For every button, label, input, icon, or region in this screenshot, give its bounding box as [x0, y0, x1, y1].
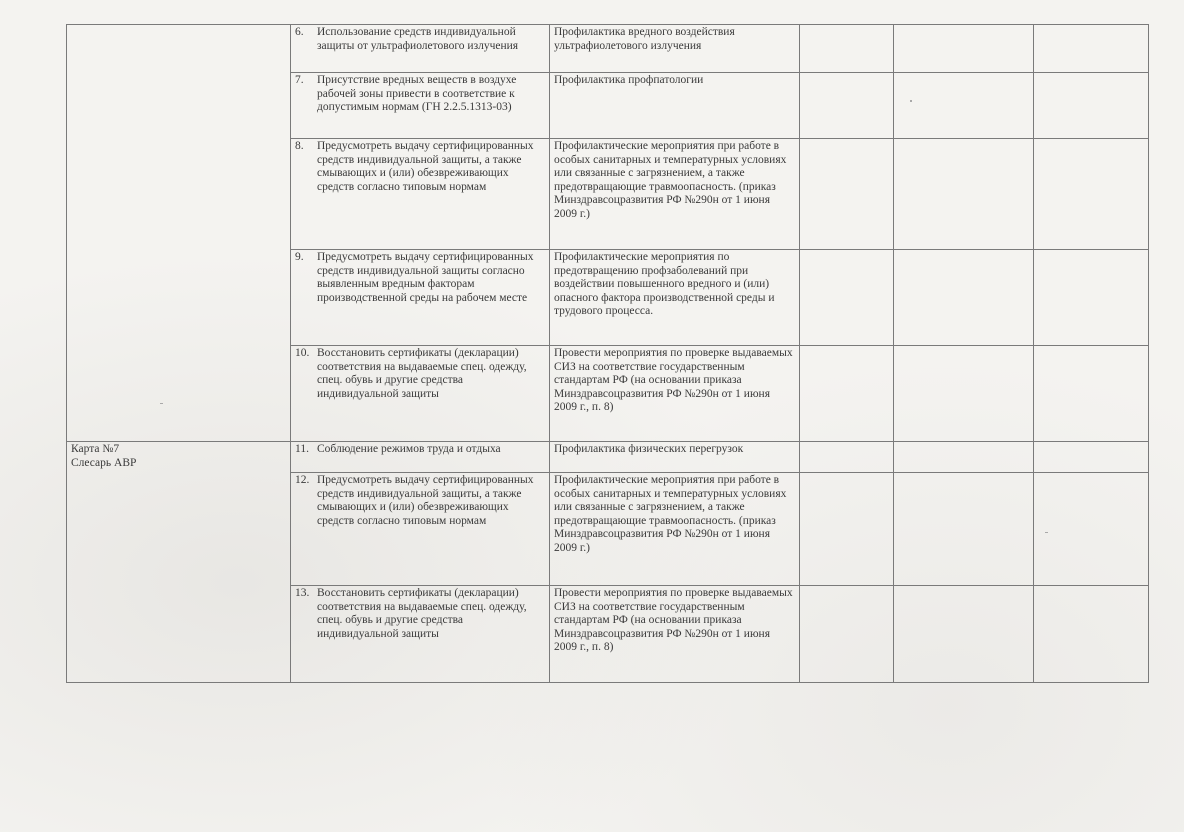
goal-cell: Профилактические мероприятия по предотвращению профзаболеваний при воздействии повышенного вредного и (или) опасного фактора производственной среды и трудового процесса. — [550, 250, 800, 346]
measure-cell — [291, 346, 550, 442]
empty-cell — [894, 346, 1034, 442]
measure-text: Восстановить сертификаты (декларации) соответствия на выдаваемые спец. одежду, спец. обувь и другие средства индивидуальной защиты — [317, 587, 527, 640]
measure-cell — [291, 473, 550, 586]
empty-cell — [1034, 346, 1149, 442]
empty-cell — [800, 25, 894, 73]
measures-table — [66, 24, 1149, 683]
measure-number: 11. — [295, 443, 309, 455]
empty-cell — [800, 346, 894, 442]
empty-cell — [1034, 250, 1149, 346]
empty-cell — [894, 442, 1034, 473]
measure-number: 7. — [295, 74, 304, 86]
scan-speck — [160, 403, 163, 404]
empty-cell — [1034, 473, 1149, 586]
measure-text: Использование средств индивидуальной защиты от ультрафиолетового излучения — [317, 26, 519, 52]
goal-cell: Профилактика физических перегрузок — [550, 442, 800, 473]
measure-cell — [291, 73, 550, 139]
scan-speck — [910, 100, 912, 102]
measure-text: Предусмотреть выдачу сертифицированных средств индивидуальной защиты согласно выявленным вредным факторам производственной среды на рабочем месте — [317, 251, 534, 304]
empty-cell — [1034, 586, 1149, 683]
measure-text: Восстановить сертификаты (декларации) соответствия на выдаваемые спец. одежду, спец. обувь и другие средства индивидуальной защиты — [317, 347, 527, 400]
empty-cell — [800, 73, 894, 139]
empty-cell — [894, 73, 1034, 139]
empty-cell — [894, 586, 1034, 683]
goal-cell: Провести мероприятия по проверке выдаваемых СИЗ на соответствие государственным стандартам РФ (на основании приказа Минздравсоцразвития РФ №290н от 1 июня 2009 г., п. 8) — [550, 346, 800, 442]
empty-cell — [800, 586, 894, 683]
measure-cell — [291, 25, 550, 73]
goal-cell: Профилактика профпатологии — [550, 73, 800, 139]
table-row — [67, 25, 1149, 73]
empty-cell — [800, 442, 894, 473]
measure-text: Предусмотреть выдачу сертифицированных средств индивидуальной защиты, а также смывающих и (или) обезвреживающих средств согласно типовым нормам — [317, 140, 534, 193]
empty-cell — [800, 473, 894, 586]
measure-number: 10. — [295, 347, 310, 359]
measure-number: 13. — [295, 587, 310, 599]
measure-number: 6. — [295, 26, 304, 38]
measure-text: Соблюдение режимов труда и отдыха — [317, 443, 501, 455]
workplace-cell — [67, 442, 291, 683]
empty-cell — [894, 473, 1034, 586]
empty-cell — [894, 25, 1034, 73]
measure-number: 12. — [295, 474, 310, 486]
scan-speck — [1045, 532, 1048, 533]
measure-text: Присутствие вредных веществ в воздухе рабочей зоны привести в соответствие к допустимым нормам (ГН 2.2.5.1313-03) — [317, 74, 517, 114]
measure-text: Предусмотреть выдачу сертифицированных средств индивидуальной защиты, а также смывающих и (или) обезвреживающих средств согласно типовым нормам — [317, 474, 534, 527]
goal-cell: Профилактика вредного воздействия ультрафиолетового излучения — [550, 25, 800, 73]
measure-number: 8. — [295, 140, 304, 152]
measure-cell — [291, 586, 550, 683]
empty-cell — [1034, 139, 1149, 250]
empty-cell — [800, 250, 894, 346]
measure-cell — [291, 250, 550, 346]
goal-cell: Профилактические мероприятия при работе в особых санитарных и температурных условиях или связанные с загрязнением, а также предотвращающие травмоопасность. (приказ Минздравсоцразвития РФ №290н от 1 июня 2009 г.) — [550, 139, 800, 250]
empty-cell — [894, 250, 1034, 346]
empty-cell — [894, 139, 1034, 250]
table-row — [67, 442, 1149, 473]
empty-cell — [800, 139, 894, 250]
measure-cell — [291, 442, 550, 473]
goal-cell: Профилактические мероприятия при работе в особых санитарных и температурных условиях или связанные с загрязнением, а также предотвращающие травмоопасность. (приказ Минздравсоцразвития РФ №290н от 1 июня 2009 г.) — [550, 473, 800, 586]
measure-cell — [291, 139, 550, 250]
empty-cell — [1034, 25, 1149, 73]
workplace-cell — [67, 25, 291, 442]
empty-cell — [1034, 442, 1149, 473]
goal-cell: Провести мероприятия по проверке выдаваемых СИЗ на соответствие государственным стандартам РФ (на основании приказа Минздравсоцразвития РФ №290н от 1 июня 2009 г., п. 8) — [550, 586, 800, 683]
empty-cell — [1034, 73, 1149, 139]
job-title: Слесарь АВР — [71, 456, 137, 469]
card-number: Карта №7 — [71, 443, 120, 455]
measure-number: 9. — [295, 251, 304, 263]
